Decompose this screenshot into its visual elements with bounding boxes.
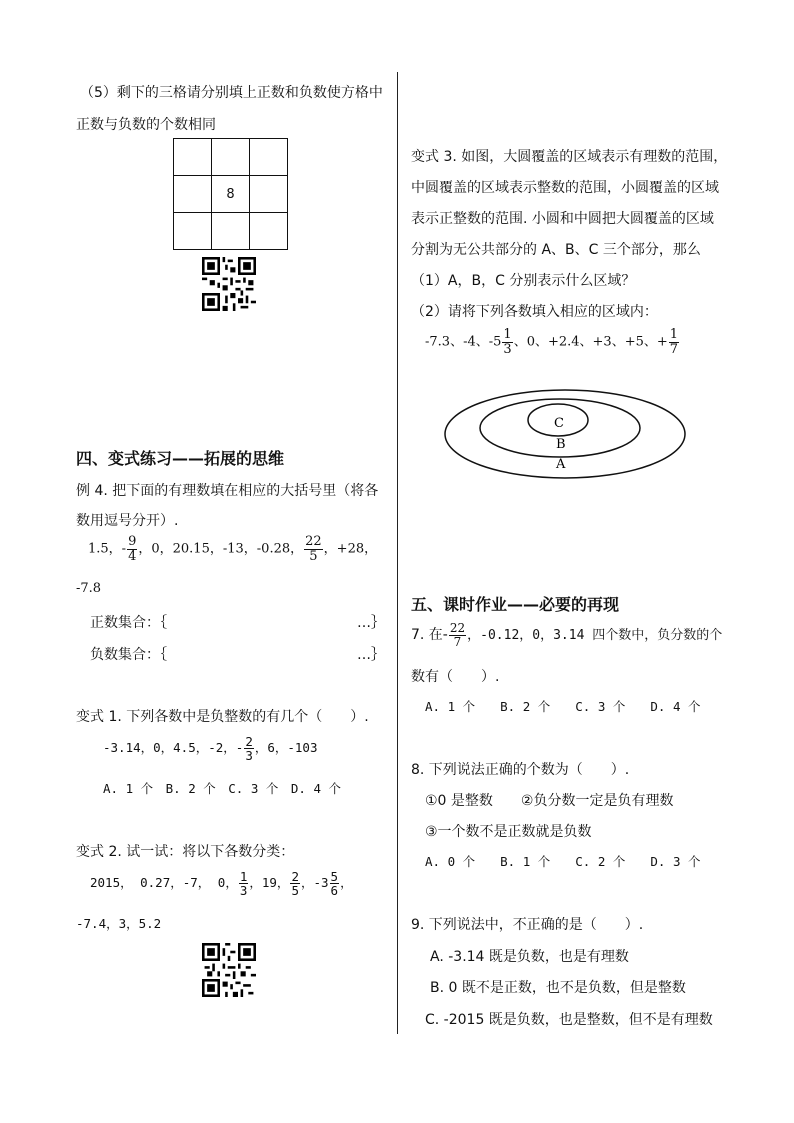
q7-prefix: 7. 在- bbox=[411, 627, 448, 644]
q5-text-line2: 正数与负数的个数相同 bbox=[76, 117, 216, 133]
variant1-nums-a: -3.14，0，4.5，-2，- bbox=[103, 740, 244, 756]
example4-numbers-line2: -7.8 bbox=[76, 581, 102, 596]
negative-set-end: …｝ bbox=[357, 647, 385, 663]
q5-text-line1: （5）剩下的三格请分别填上正数和负数使方格中 bbox=[80, 85, 383, 101]
variant3-line4: 分割为无公共部分的 A、B、C 三个部分，那么 bbox=[411, 242, 701, 258]
q8-item1: ①0 是整数 ②负分数一定是负有理数 bbox=[425, 793, 674, 809]
q8-options: A. 0 个 B. 1 个 C. 2 个 D. 3 个 bbox=[425, 854, 701, 869]
number-grid bbox=[173, 138, 288, 250]
example4-nums-c: ，+28， bbox=[323, 541, 378, 557]
q9-question: 9. 下列说法中，不正确的是（ ）. bbox=[411, 917, 644, 933]
column-divider bbox=[397, 72, 398, 1034]
fraction-numerator: 9 bbox=[128, 534, 137, 549]
fraction-denominator: 7 bbox=[669, 341, 679, 357]
grid-cell[interactable] bbox=[174, 176, 212, 213]
variant3-q1: （1）A，B，C 分别表示什么区域？ bbox=[411, 273, 636, 289]
region-label-b: B bbox=[556, 437, 566, 452]
grid-cell[interactable] bbox=[250, 176, 288, 213]
variant2-nums-b: ，19， bbox=[249, 875, 290, 891]
variant1-nums-b: ，6，-103 bbox=[254, 740, 318, 756]
fraction-5-6 bbox=[330, 870, 340, 897]
fraction-22-7 bbox=[449, 622, 466, 648]
grid-cell[interactable] bbox=[212, 213, 250, 250]
variant2-nums-c: ，-3 bbox=[300, 875, 329, 891]
region-label-a: A bbox=[556, 457, 566, 472]
q9-option-c: C. -2015 既是负数，也是整数，但不是有理数 bbox=[425, 1012, 713, 1028]
fraction-1-3 bbox=[239, 870, 249, 897]
q7-line1 bbox=[411, 622, 722, 648]
variant2-numbers bbox=[90, 870, 353, 897]
example4-nums-a: 1.5，- bbox=[88, 541, 127, 557]
variant3-line2: 中圆覆盖的区域表示整数的范围，小圆覆盖的区域 bbox=[411, 180, 719, 196]
variant1-numbers bbox=[103, 735, 317, 762]
positive-set-label: 正数集合：｛ bbox=[90, 615, 167, 631]
fraction-9-4 bbox=[127, 535, 137, 563]
section5-title: 五、课时作业——必要的再现 bbox=[411, 595, 620, 614]
fraction-numerator: 5 bbox=[330, 869, 339, 884]
positive-set-end: …｝ bbox=[357, 615, 385, 631]
grid-cell-center: 8 bbox=[212, 176, 250, 213]
q9-option-a: A. -3.14 既是负数，也是有理数 bbox=[430, 949, 629, 965]
grid-cell[interactable] bbox=[250, 213, 288, 250]
fraction-2-3 bbox=[244, 735, 254, 762]
fraction-denominator: 3 bbox=[245, 748, 253, 764]
q7-line2: 数有（ ）. bbox=[411, 669, 500, 685]
fraction-numerator: 22 bbox=[305, 534, 322, 549]
fraction-numerator: 2 bbox=[245, 734, 253, 749]
fraction-numerator: 2 bbox=[291, 869, 299, 884]
variant2-nums-a: 2015， 0.27，-7， 0， bbox=[90, 875, 238, 891]
positive-set-line bbox=[90, 612, 385, 632]
variant3-nums-a: -7.3、-4、-5 bbox=[425, 334, 502, 350]
variant3-nums-b: 、0、+2.4、+3、+5、+ bbox=[513, 334, 668, 350]
fraction-numerator: 22 bbox=[449, 621, 466, 635]
fraction-1-3 bbox=[502, 328, 512, 356]
fraction-denominator: 5 bbox=[309, 548, 318, 564]
variant3-numbers bbox=[425, 328, 680, 356]
fraction-denominator: 3 bbox=[239, 883, 248, 899]
grid-cell[interactable] bbox=[174, 139, 212, 176]
fraction-denominator: 6 bbox=[330, 883, 339, 899]
grid-cell[interactable] bbox=[212, 139, 250, 176]
variant2-question: 变式 2. 试一试：将以下各数分类： bbox=[76, 844, 295, 860]
fraction-2-5 bbox=[290, 870, 300, 897]
q8-item2: ③一个数不是正数就是负数 bbox=[425, 824, 592, 840]
variant1-question: 变式 1. 下列各数中是负整数的有几个（ ）. bbox=[76, 709, 369, 725]
variant2-nums-d: ， bbox=[340, 875, 353, 891]
negative-set-label: 负数集合：｛ bbox=[90, 647, 167, 663]
fraction-denominator: 7 bbox=[453, 634, 462, 649]
qr-code-icon[interactable] bbox=[202, 257, 256, 311]
grid-cell[interactable] bbox=[174, 213, 212, 250]
fraction-denominator: 5 bbox=[291, 883, 299, 899]
q7-options: A. 1 个 B. 2 个 C. 3 个 D. 4 个 bbox=[425, 699, 701, 714]
variant3-line3: 表示正整数的范围. 小圆和中圆把大圆覆盖的区域 bbox=[411, 211, 714, 227]
nested-ellipse-diagram bbox=[440, 384, 690, 484]
example4-line1: 例 4. 把下面的有理数填在相应的大括号里（将各 bbox=[76, 483, 379, 499]
fraction-numerator: 1 bbox=[239, 869, 248, 884]
fraction-denominator: 3 bbox=[503, 341, 512, 357]
variant2-numbers-line2: -7.4，3，5.2 bbox=[76, 916, 162, 931]
variant3-line1: 变式 3. 如图，大圆覆盖的区域表示有理数的范围， bbox=[411, 149, 728, 165]
grid-cell[interactable] bbox=[250, 139, 288, 176]
example4-nums-b: ，0，20.15，-13，-0.28， bbox=[138, 541, 304, 557]
example4-line2: 数用逗号分开）. bbox=[76, 513, 179, 529]
variant3-q2: （2）请将下列各数填入相应的区域内： bbox=[411, 304, 658, 320]
negative-set-line bbox=[90, 644, 385, 664]
fraction-numerator: 1 bbox=[503, 327, 512, 342]
fraction-22-5 bbox=[304, 535, 323, 563]
example4-numbers bbox=[88, 535, 377, 563]
q9-option-b: B. 0 既不是正数，也不是负数，但是整数 bbox=[430, 980, 686, 996]
region-label-c: C bbox=[554, 416, 564, 431]
variant1-options: A. 1 个 B. 2 个 C. 3 个 D. 4 个 bbox=[103, 781, 342, 796]
section4-title: 四、变式练习——拓展的思维 bbox=[76, 449, 285, 468]
fraction-denominator: 4 bbox=[128, 548, 137, 564]
qr-code-icon[interactable] bbox=[202, 943, 256, 997]
q7-rest: ，-0.12，0，3.14 四个数中，负分数的个 bbox=[467, 628, 723, 644]
fraction-numerator: 1 bbox=[669, 327, 679, 342]
fraction-1-7 bbox=[669, 328, 679, 356]
q8-question: 8. 下列说法正确的个数为（ ）. bbox=[411, 762, 630, 778]
